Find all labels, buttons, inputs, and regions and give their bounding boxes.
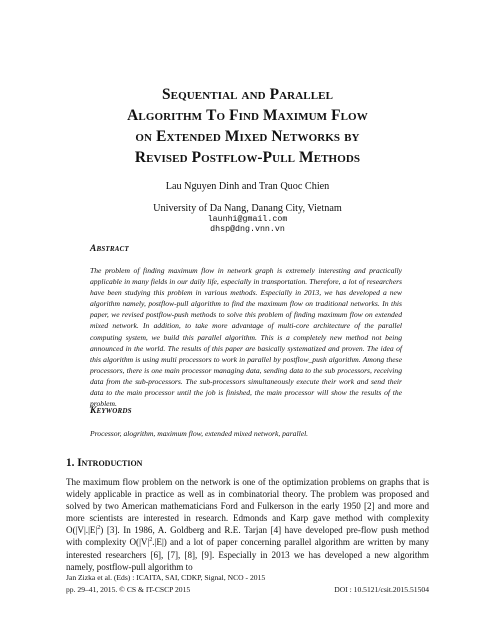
abstract-text: The problem of finding maximum flow in network graph is extremely interesting and practically applicable in many fields in our daily life, especially in transportation. Therefore, a lot of researchers have been studying this problem in various methods. Especially in 2013, we has developed a new algorithm namely, postflow-pull algorithm to find the maximum flow on traditional networks. In this paper, we revised postflow-push methods to solve this problem of finding maximum flow on extended mixed network. In addition, to take more advantage of multi-core architecture of the parallel computing system, we build this parallel algorithm. This is a completely new method not being announced in the world. The results of this paper are basically systematized and proven. The idea of this algorithm is using multi processors to work in parallel by postflow_push algorithm. Among these processors, there is one main processor managing data, sending data to the sub processors, receiving data from the sub-processors. The sub-processors simultaneously execute their work and send their data to the main processor until the job is finished, the main processor will show the results of the problem.: [90, 266, 402, 409]
abstract-heading: Abstract: [90, 244, 129, 254]
introduction-text: The maximum flow problem on the network is one of the optimization problems on graphs that is widely applicable in practice as well as in combinatorial theory. The problem was proposed and solved by two American mathematicians Ford and Fulkerson in the early 1950 [2] and more and more scientists are interested in research. Edmonds and Karp gave method with complexity $O(|V|.|E|^2)$ [3]. In 1986, A. Goldberg and R.E. Tarjan [4] have developed pre-flow push method with complexity $O(|V|^2.|E|)$ and a lot of paper concerning parallel algorithm are written by many interested researchers [6], [7], [8], [9]. Especially in 2013 we has developed a new algorithm namely, postflow-pull algorithm to: [66, 477, 429, 572]
title-line-1: Sequential and Parallel: [161, 86, 334, 103]
keywords-text: Processor, alogrithm, maximum flow, extended mixed network, parallel.: [90, 429, 309, 438]
title-line-4: Revised Postflow-Pull Methods: [134, 149, 361, 166]
title-line-3: on Extended Mixed Networks by: [135, 128, 360, 145]
footer-pages: [66, 585, 429, 594]
email-2: dhsp@dng.vnn.vn: [210, 225, 285, 234]
footer-citation: Jan Zizka et al. (Eds) : ICAITA, SAI, CDKP, Signal, NCO - 2015: [66, 573, 266, 582]
email-1: launhi@gmail.com: [207, 215, 288, 224]
authors: Lau Nguyen Dinh and Tran Quoc Chien: [165, 181, 330, 192]
footer-copyright: pp. 29–41, 2015. © CS & IT-CSCP 2015: [66, 585, 191, 594]
affiliation: University of Da Nang, Danang City, Vietnam: [153, 203, 342, 214]
footer-doi: DOI : 10.5121/csit.2015.51504: [334, 585, 429, 594]
keywords-heading: Keywords: [90, 406, 132, 416]
introduction-heading: 1. Introduction: [66, 457, 143, 469]
paper-title: [60, 84, 435, 168]
title-line-2: Algorithm To Find Maximum Flow: [127, 107, 368, 124]
